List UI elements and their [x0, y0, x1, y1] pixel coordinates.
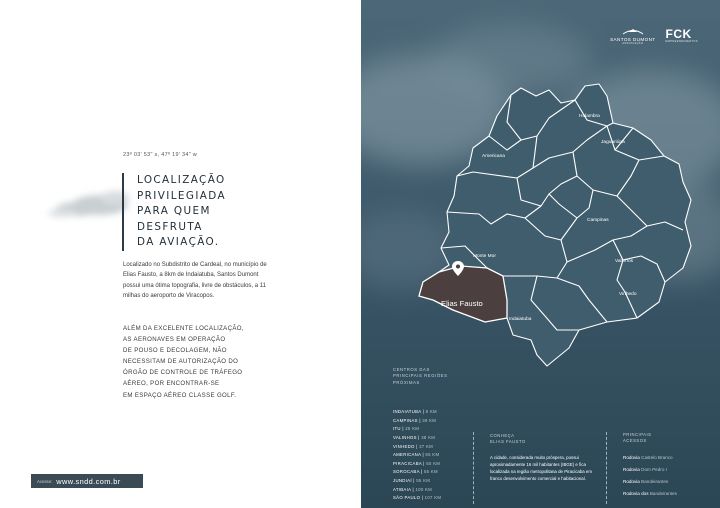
- distance-row: SÃO PAULO | 107 KM: [393, 495, 442, 501]
- access-prefix: Rodovia: [623, 455, 640, 461]
- distance-km: 107 KM: [424, 495, 442, 501]
- distance-km: 100 KM: [415, 486, 433, 492]
- access-row: [623, 488, 713, 500]
- distance-km: 55 KM: [423, 469, 438, 475]
- aviation-line: AÉREO, POR ENCONTRAR-SE: [123, 380, 220, 388]
- column-divider: [606, 432, 607, 504]
- fck-name: FCK: [665, 27, 692, 41]
- access-list: [623, 452, 713, 499]
- headline: [122, 173, 226, 251]
- headline-line: DA AVIAÇÃO.: [137, 236, 220, 248]
- website-bar[interactable]: [31, 474, 143, 488]
- distance-row: AMERICANA | 55 KM: [393, 452, 440, 458]
- about-city-title: CONHEÇA: [490, 433, 515, 438]
- distance-km: 55 KM: [425, 452, 440, 458]
- headline-line: LOCALIZAÇÃO: [137, 174, 226, 186]
- distance-city: SÃO PAULO: [393, 495, 421, 501]
- distance-city: AMERICANA: [393, 452, 422, 458]
- aviation-line: DE POUSO E DECOLAGEM, NÃO: [123, 347, 227, 355]
- map-label-holambra: Holambra: [579, 114, 600, 119]
- distance-row: SOROCABA | 55 KM: [393, 469, 438, 475]
- map-label-campinas: Campinas: [587, 218, 609, 223]
- santos-dumont-name: SANTOS DUMONT: [610, 37, 656, 42]
- cloud-image: [40, 183, 135, 228]
- about-city-section: [490, 433, 600, 482]
- website-label: Acesse:: [37, 478, 53, 484]
- map-label-elias-fausto: Elias Fausto: [441, 299, 483, 308]
- distance-city: SOROCABA: [393, 469, 420, 475]
- map-label-indaiatuba: Indaiatuba: [509, 317, 532, 322]
- access-road: Bandeirantes: [649, 490, 677, 496]
- distance-row: VINHEDO | 37 KM: [393, 443, 434, 449]
- distances-title: PRÓXIMAS: [393, 379, 420, 385]
- aviation-paragraph: [123, 323, 273, 401]
- distance-km: 8 KM: [425, 409, 437, 415]
- intro-paragraph: Localizado no Subdistrito de Cardeal, no município de Elias Fausto, a 8km de Indaiatuba, Santos Dumont possui uma ótima topografia, livre de obstáculos, a 11 milhas do aeroporto de Viracopos.: [123, 262, 267, 300]
- distance-row: ITU | 25 KM: [393, 426, 420, 432]
- access-row: [623, 452, 713, 464]
- about-city-title: ELIAS FAUSTO: [490, 439, 526, 445]
- access-title: ACESSOS: [623, 438, 647, 444]
- distance-city: ITU: [393, 426, 401, 432]
- distance-city: VINHEDO: [393, 443, 415, 449]
- about-city-text: A cidade, considerada muito próspera, possui aproximadamente 16 mil habitantes (IBGE) e fica localizada na região metropolitana de Piracicaba em franco desenvolvimento comercial e habitacional.: [490, 455, 593, 482]
- aviation-line: EM ESPAÇO AÉREO CLASSE GOLF.: [123, 391, 237, 399]
- map-label-valinhos: Valinhos: [615, 259, 634, 264]
- map-label-vinhedo: Vinhedo: [619, 292, 637, 297]
- access-row: [623, 464, 713, 476]
- column-divider: [473, 432, 474, 504]
- access-road: Bandeirantes: [641, 479, 669, 484]
- distance-row: JUNDIAÍ | 55 KM: [393, 477, 431, 483]
- aviation-line: ALÉM DA EXCELENTE LOCALIZAÇÃO,: [123, 325, 244, 332]
- access-prefix: Rodovia dos: [623, 490, 649, 496]
- distance-row: VALINHOS | 38 KM: [393, 435, 436, 440]
- map-label-jaguariuna: Jaguariúna: [601, 140, 625, 145]
- distance-row: ATIBAIA | 100 KM: [393, 486, 433, 492]
- coordinates: 23º 03' 53" s, 47º 19' 34" w: [123, 152, 198, 158]
- distance-row: INDAIATUBA | 8 KM: [393, 409, 437, 415]
- distance-km: 55 KM: [416, 477, 431, 483]
- distances-list: [393, 408, 447, 503]
- santos-dumont-sub: ASSOCIAÇÃO: [622, 42, 644, 45]
- distance-km: 38 KM: [421, 435, 436, 440]
- headline-line: PARA QUEM: [137, 205, 211, 217]
- access-prefix: Rodovia: [623, 479, 640, 484]
- access-section: [623, 432, 713, 500]
- website-link[interactable]: www.sndd.com.br: [56, 476, 121, 486]
- access-title: PRINCIPAIS: [623, 432, 652, 437]
- access-row: [623, 476, 713, 488]
- headline-line: DESFRUTA: [137, 220, 203, 233]
- distance-city: VALINHOS: [393, 435, 417, 440]
- distance-city: PIRACICABA: [393, 460, 422, 466]
- distance-city: JUNDIAÍ: [393, 477, 412, 483]
- map-label-americana: Americana: [482, 154, 505, 159]
- access-prefix: Rodovia: [623, 467, 640, 473]
- distance-city: INDAIATUBA: [393, 409, 422, 415]
- aviation-line: AS AERONAVES EM OPERAÇÃO: [123, 336, 226, 344]
- distances-title: PRINCIPAIS REGIÕES: [393, 373, 448, 379]
- fck-sub: EMPREENDIMENTOS: [665, 40, 698, 43]
- headline-line: PRIVILEGIADA: [137, 189, 227, 202]
- distance-city: CAMPINAS: [393, 417, 418, 423]
- map-label-monte-mor: Monte Mor: [473, 254, 496, 259]
- distance-row: CAMPINAS | 38 KM: [393, 417, 437, 423]
- distance-km: 60 KM: [426, 460, 441, 466]
- distance-city: ATIBAIA: [393, 486, 412, 492]
- aviation-line: NECESSITAM DE AUTORIZAÇÃO DO: [123, 358, 239, 366]
- distance-km: 25 KM: [405, 426, 420, 432]
- access-road: Castelo Branco: [641, 455, 673, 461]
- aviation-line: ÓRGÃO DE CONTROLE DE TRÁFEGO: [123, 369, 243, 377]
- distance-km: 37 KM: [419, 443, 434, 449]
- access-road: Dom Pedro I: [641, 467, 667, 473]
- elias-fausto-region: [419, 266, 507, 322]
- distance-row: PIRACICABA | 60 KM: [393, 460, 441, 466]
- distances-section: [393, 367, 447, 503]
- distances-title: CENTROS DAS: [393, 367, 430, 372]
- right-page: [361, 0, 720, 508]
- distance-km: 38 KM: [422, 417, 437, 423]
